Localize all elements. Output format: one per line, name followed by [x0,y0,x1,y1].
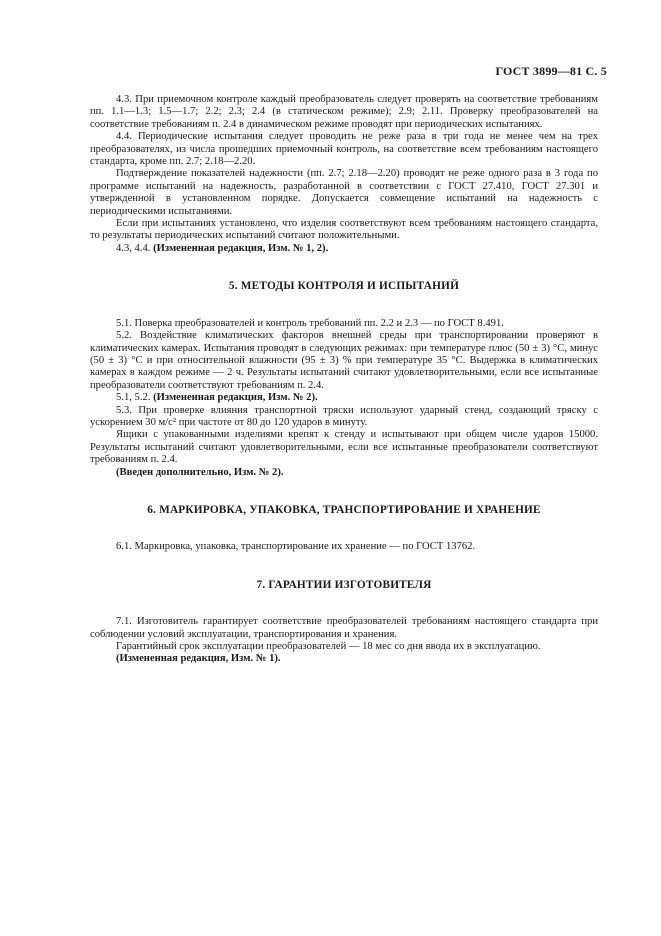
paragraph-5-2: 5.2. Воздействие климатических факторов внешней среды при транспортировании проверяют в климатических камерах. Испытания проводят в следующих режимах: при температуре плюс (50 ± 3) °С, минус (50 ± 3) °С и при относительной влажности (95 ± 3) % при температуре 35 °С. Выдержка в климатических камерах в каждом режиме — 2 ч. Результаты испытаний считают удовлетворительными, если все испытанные преобразователи соответствуют требованиям п. 2.4. [90,330,598,391]
paragraph-boxes: Ящики с упакованными изделиями крепят к стенду и испытывают при общем числе ударов 15000. Результаты испытаний считают удовлетворительными, если все испытанные преобразователи соответствуют требованиям п. 2.4. [90,429,598,466]
amendment-note-7: (Измененная редакция, Изм. № 1). [116,653,281,665]
amendment-ref: 4.3, 4.4. [116,242,154,254]
paragraph-4-3: 4.3. При приемочном контроле каждый преобразователь следует проверять на соответствие требованиям пп. 1.1—1.3; 1.5—1.7; 2.2; 2.3; 2.4 (в статическом режиме); 2.9; 2.11. Проверку преобразователей на соответствие требованиям п. 2.4 в динамическом режиме проводят при периодических испытаниях. [90,94,598,130]
amendment-text: (Измененная редакция, Изм. № 2). [153,392,318,404]
document-body [90,94,598,666]
paragraph-5-1: 5.1. Поверка преобразователей и контроль требований пп. 2.2 и 2.3 — по ГОСТ 8.491. [116,317,504,329]
paragraph-5-3: 5.3. При проверке влияния транспортной тряски используют ударный стенд, создающий тряску с ускорением 30 м/с² при частоте от 80 до 120 ударов в минуту. [90,404,598,428]
section-6-title: 6. МАРКИРОВКА, УПАКОВКА, ТРАНСПОРТИРОВАНИЕ И ХРАНЕНИЕ [147,503,541,516]
paragraph-reliability: Подтверждение показателей надежности (пп. 2.7; 2.18—2.20) проводят не реже одного раза в 3 года по программе испытаний на надежность, разработанной в соответствии с ГОСТ 27.410, ГОСТ 27.301 и утвержденной в установленном порядке. Допускается совмещение испытаний на надежность с периодическими испытаниями. [90,168,598,217]
paragraph-4-4: 4.4. Периодические испытания следует проводить не реже раза в три года не менее чем на трех преобразователях, из числа прошедших приемочный контроль, на соответствие всем требованиям настоящего стандарта, кроме пп. 2.7; 2.18—2.20. [90,131,598,168]
amendment-text: (Измененная редакция, Изм. № 1, 2). [153,242,329,254]
amendment-ref: 5.1, 5.2. [116,392,154,404]
section-7 [90,616,598,666]
paragraph-warranty: Гарантийный срок эксплуатации преобразователей — 18 мес со дня ввода их в эксплуатацию. [116,641,541,652]
paragraph-6-1: 6.1. Маркировка, упаковка, транспортирование их хранение — по ГОСТ 13762. [116,541,476,553]
section-5-title: 5. МЕТОДЫ КОНТРОЛЯ И ИСПЫТАНИЙ [228,280,460,293]
section-4-continued [90,94,598,255]
page-header: ГОСТ 3899—81 С. 5 [495,64,607,78]
section-5 [90,318,598,479]
addition-note-5: (Введен дополнительно, Изм. № 2). [116,466,284,478]
amendment-note-4 [90,243,598,255]
amendment-note-5 [90,392,598,404]
paragraph-results: Если при испытаниях установлено, что изделия соответствуют всем требованиям настоящего стандарта, то результаты периодических испытаний считают положительными. [90,218,598,242]
section-7-title: 7. ГАРАНТИИ ИЗГОТОВИТЕЛЯ [256,578,432,591]
section-6 [90,541,598,553]
paragraph-7-1: 7.1. Изготовитель гарантирует соответствие преобразователей требованиям настоящего стандарта при соблюдении условий эксплуатации, транспортирования и хранения. [90,616,598,640]
